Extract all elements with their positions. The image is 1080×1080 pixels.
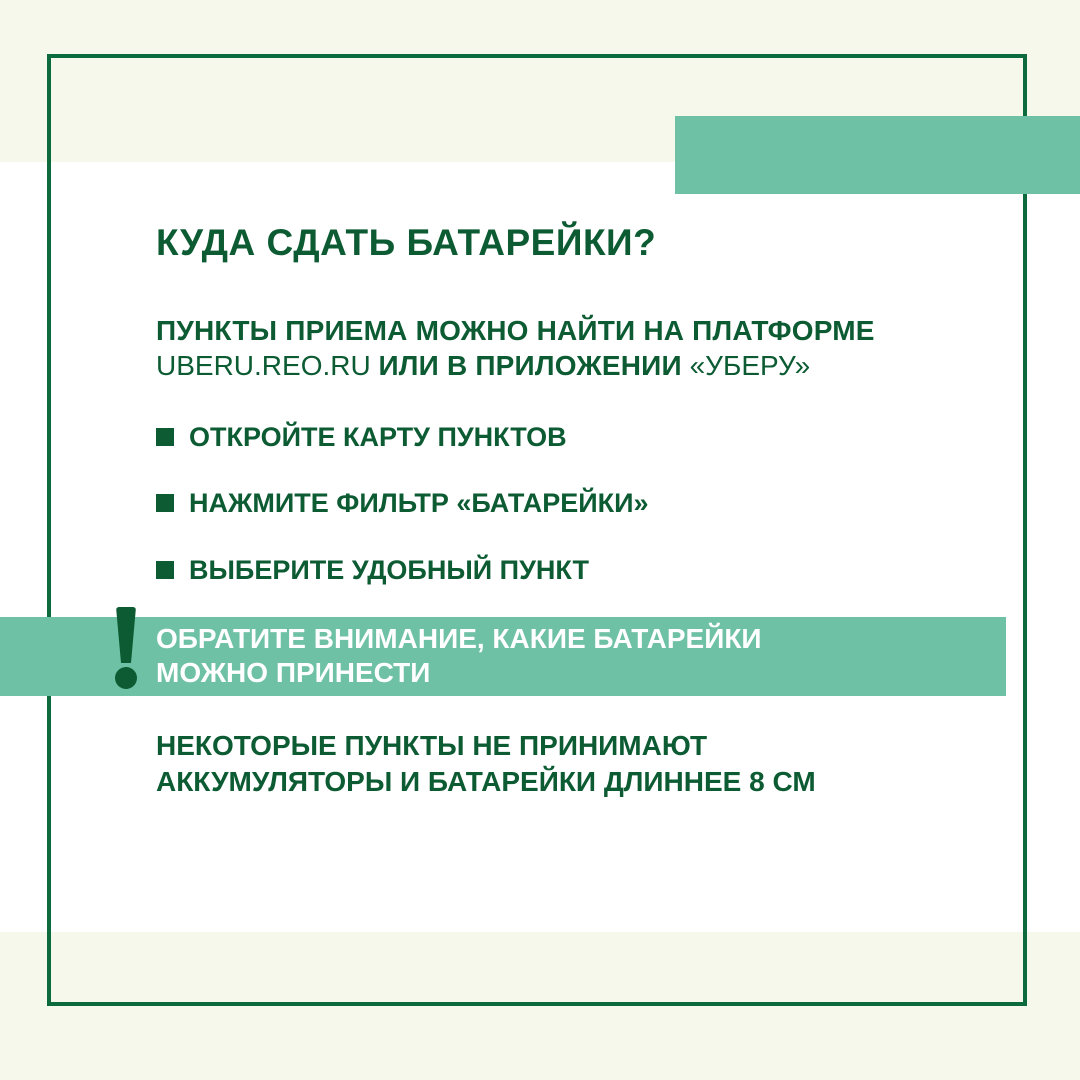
step-item (156, 485, 649, 521)
notice-line-1: ОБРАТИТЕ ВНИМАНИЕ, КАКИЕ БАТАРЕЙКИ (156, 623, 762, 654)
step-item (156, 552, 589, 588)
note-line-2: АККУМУЛЯТОРЫ И БАТАРЕЙКИ ДЛИННЕЕ 8 СМ (156, 766, 816, 797)
step-label: НАЖМИТЕ ФИЛЬТР «БАТАРЕЙКИ» (189, 487, 649, 518)
platform-link[interactable]: UBERU.REO.RU (156, 350, 371, 381)
card-frame (47, 54, 1027, 1006)
square-bullet-icon (156, 561, 174, 579)
step-label: ВЫБЕРИТЕ УДОБНЫЙ ПУНКТ (189, 554, 590, 585)
page-title: КУДА СДАТЬ БАТАРЕЙКИ? (156, 222, 657, 263)
note-text (156, 728, 1016, 800)
exclamation-icon (114, 607, 138, 687)
exclamation-dot (115, 667, 137, 689)
exclamation-bar (116, 607, 136, 663)
intro-middle-text: ИЛИ В ПРИЛОЖЕНИИ (378, 350, 682, 381)
intro-line-1: ПУНКТЫ ПРИЕМА МОЖНО НАЙТИ НА ПЛАТФОРМЕ (156, 315, 875, 346)
accent-strip (675, 116, 1080, 194)
notice-line-2: МОЖНО ПРИНЕСТИ (156, 657, 431, 688)
step-item (156, 419, 567, 455)
step-label: ОТКРОЙТЕ КАРТУ ПУНКТОВ (189, 421, 567, 452)
intro-line-2 (156, 348, 1016, 383)
intro-text (156, 313, 1016, 383)
notice-text (156, 622, 996, 690)
note-line-1: НЕКОТОРЫЕ ПУНКТЫ НЕ ПРИНИМАЮТ (156, 730, 708, 761)
app-name: «УБЕРУ» (689, 350, 811, 381)
square-bullet-icon (156, 428, 174, 446)
square-bullet-icon (156, 494, 174, 512)
